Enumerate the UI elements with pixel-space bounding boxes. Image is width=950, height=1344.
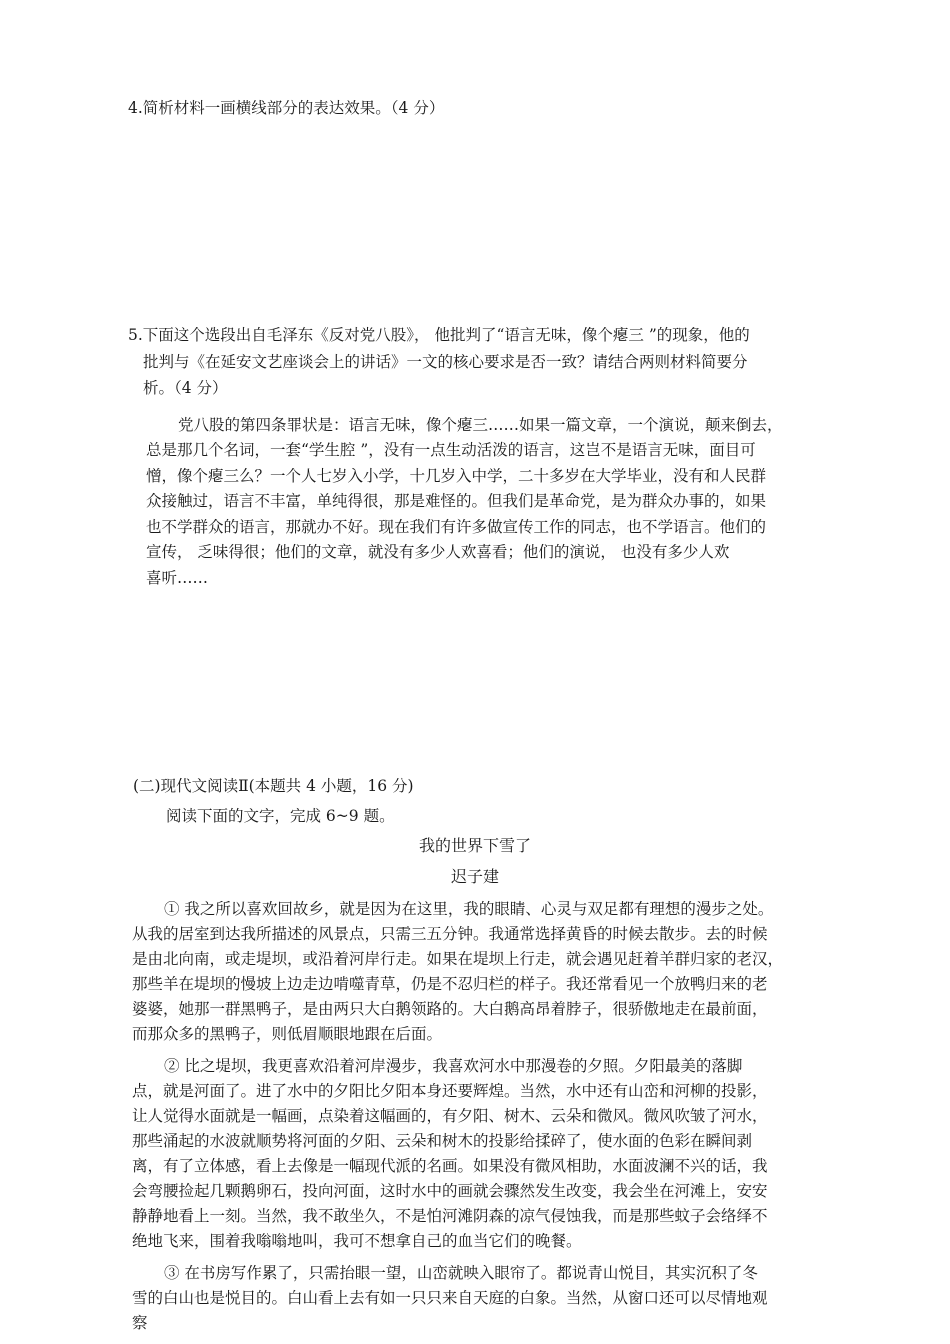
paragraph-line: 静静地看上一刻。当然，我不敢坐久，不是怕河滩阴森的凉气侵蚀我，而是那些蚊子会络绎不 <box>132 1207 768 1225</box>
paragraph-line: 那些羊在堤坝的慢坡上边走边啃噬青草，仍是不忍归栏的样子。我还常看见一个放鸭归来的老 <box>132 975 768 993</box>
excerpt-line: 众接触过，语言不丰富，单纯得很，那是难怪的。但我们是革命党，是为群众办事的，如果 <box>146 492 767 510</box>
paragraph-line: 而那众多的黑鸭子，则低眉顺眼地跟在后面。 <box>132 1025 443 1043</box>
paragraph-line: 点，就是河面了。进了水中的夕阳比夕阳本身还要辉煌。当然，水中还有山峦和河柳的投影， <box>132 1082 768 1100</box>
excerpt-line: 也不学群众的语言，那就办不好。现在我们有许多做宣传工作的同志，也不学语言。他们的 <box>146 518 767 536</box>
paragraph-line: ① 我之所以喜欢回故乡，就是因为在这里，我的眼睛、心灵与双足都有理想的漫步之处。 <box>164 900 774 918</box>
question-5-line: 5.下面这个选段出自毛泽东《反对党八股》， 他批判了“语言无味，像个瘪三 ”的现象，他的 <box>128 326 750 344</box>
excerpt-line: 喜听…… <box>146 569 209 587</box>
paragraph-line: 是由北向南，或走堤坝，或沿着河岸行走。如果在堤坝上行走，就会遇见赶着羊群归家的老汉， <box>132 950 784 968</box>
paragraph-line: ② 比之堤坝，我更喜欢沿着河岸漫步，我喜欢河水中那漫卷的夕照。夕阳最美的落脚 <box>164 1057 743 1075</box>
question-5-line: 析。（4 分） <box>143 379 228 397</box>
excerpt-line: 憎，像个瘪三么？一个人七岁入小学，十几岁入中学，二十多岁在大学毕业，没有和人民群 <box>146 467 767 485</box>
question-5-line: 批判与《在延安文艺座谈会上的讲话》一文的核心要求是否一致？请结合两则材料简要分 <box>143 353 748 371</box>
paragraph-line: 那些涌起的水波就顺势将河面的夕阳、云朵和树木的投影给揉碎了，使水面的色彩在瞬间剥 <box>132 1132 753 1150</box>
paragraph-line: 会弯腰捡起几颗鹅卵石，投向河面，这时水中的画就会骤然发生改变，我会坐在河滩上，安安 <box>132 1182 768 1200</box>
section-heading: (二)现代文阅读Ⅱ(本题共 4 小题，16 分) <box>133 777 414 795</box>
paragraph-line: 绝地飞来，围着我嗡嗡地叫，我可不想拿自己的血当它们的晚餐。 <box>132 1232 582 1250</box>
paragraph-line: 从我的居室到达我所描述的风景点，只需三五分钟。我通常选择黄昏的时候去散步。去的时候 <box>132 925 768 943</box>
paragraph-line: 让人觉得水面就是一幅画，点染着这幅画的，有夕阳、树木、云朵和微风。微风吹皱了河水， <box>132 1107 768 1125</box>
article-author: 迟子建 <box>450 867 499 886</box>
excerpt-line: 党八股的第四条罪状是：语言无味，像个瘪三……如果一篇文章，一个演说，颠来倒去， <box>178 416 783 434</box>
excerpt-line: 总是那几个名词，一套“学生腔 ”，没有一点生动活泼的语言，这岂不是语言无味，面目可 <box>146 441 756 459</box>
paragraph-line: 察 <box>132 1314 148 1332</box>
section-instruction: 阅读下面的文字，完成 6~9 题。 <box>166 807 395 825</box>
article-title: 我的世界下雪了 <box>418 836 531 855</box>
paragraph-line: 婆婆，她那一群黑鸭子，是由两只大白鹅领路的。大白鹅高昂着脖子，很骄傲地走在最前面， <box>132 1000 768 1018</box>
paragraph-line: 离，有了立体感，看上去像是一幅现代派的名画。如果没有微风相助，水面波澜不兴的话，我 <box>132 1157 768 1175</box>
paragraph-line: ③ 在书房写作累了，只需抬眼一望，山峦就映入眼帘了。都说青山悦目，其实沉积了冬 <box>164 1264 758 1282</box>
paragraph-line: 雪的白山也是悦目的。白山看上去有如一只只来自天庭的白象。当然，从窗口还可以尽情地观 <box>132 1289 768 1307</box>
excerpt-line: 宣传， 乏味得很；他们的文章，就没有多少人欢喜看；他们的演说， 也没有多少人欢 <box>146 543 730 561</box>
question-4: 4.简析材料一画横线部分的表达效果。（4 分） <box>128 99 445 117</box>
